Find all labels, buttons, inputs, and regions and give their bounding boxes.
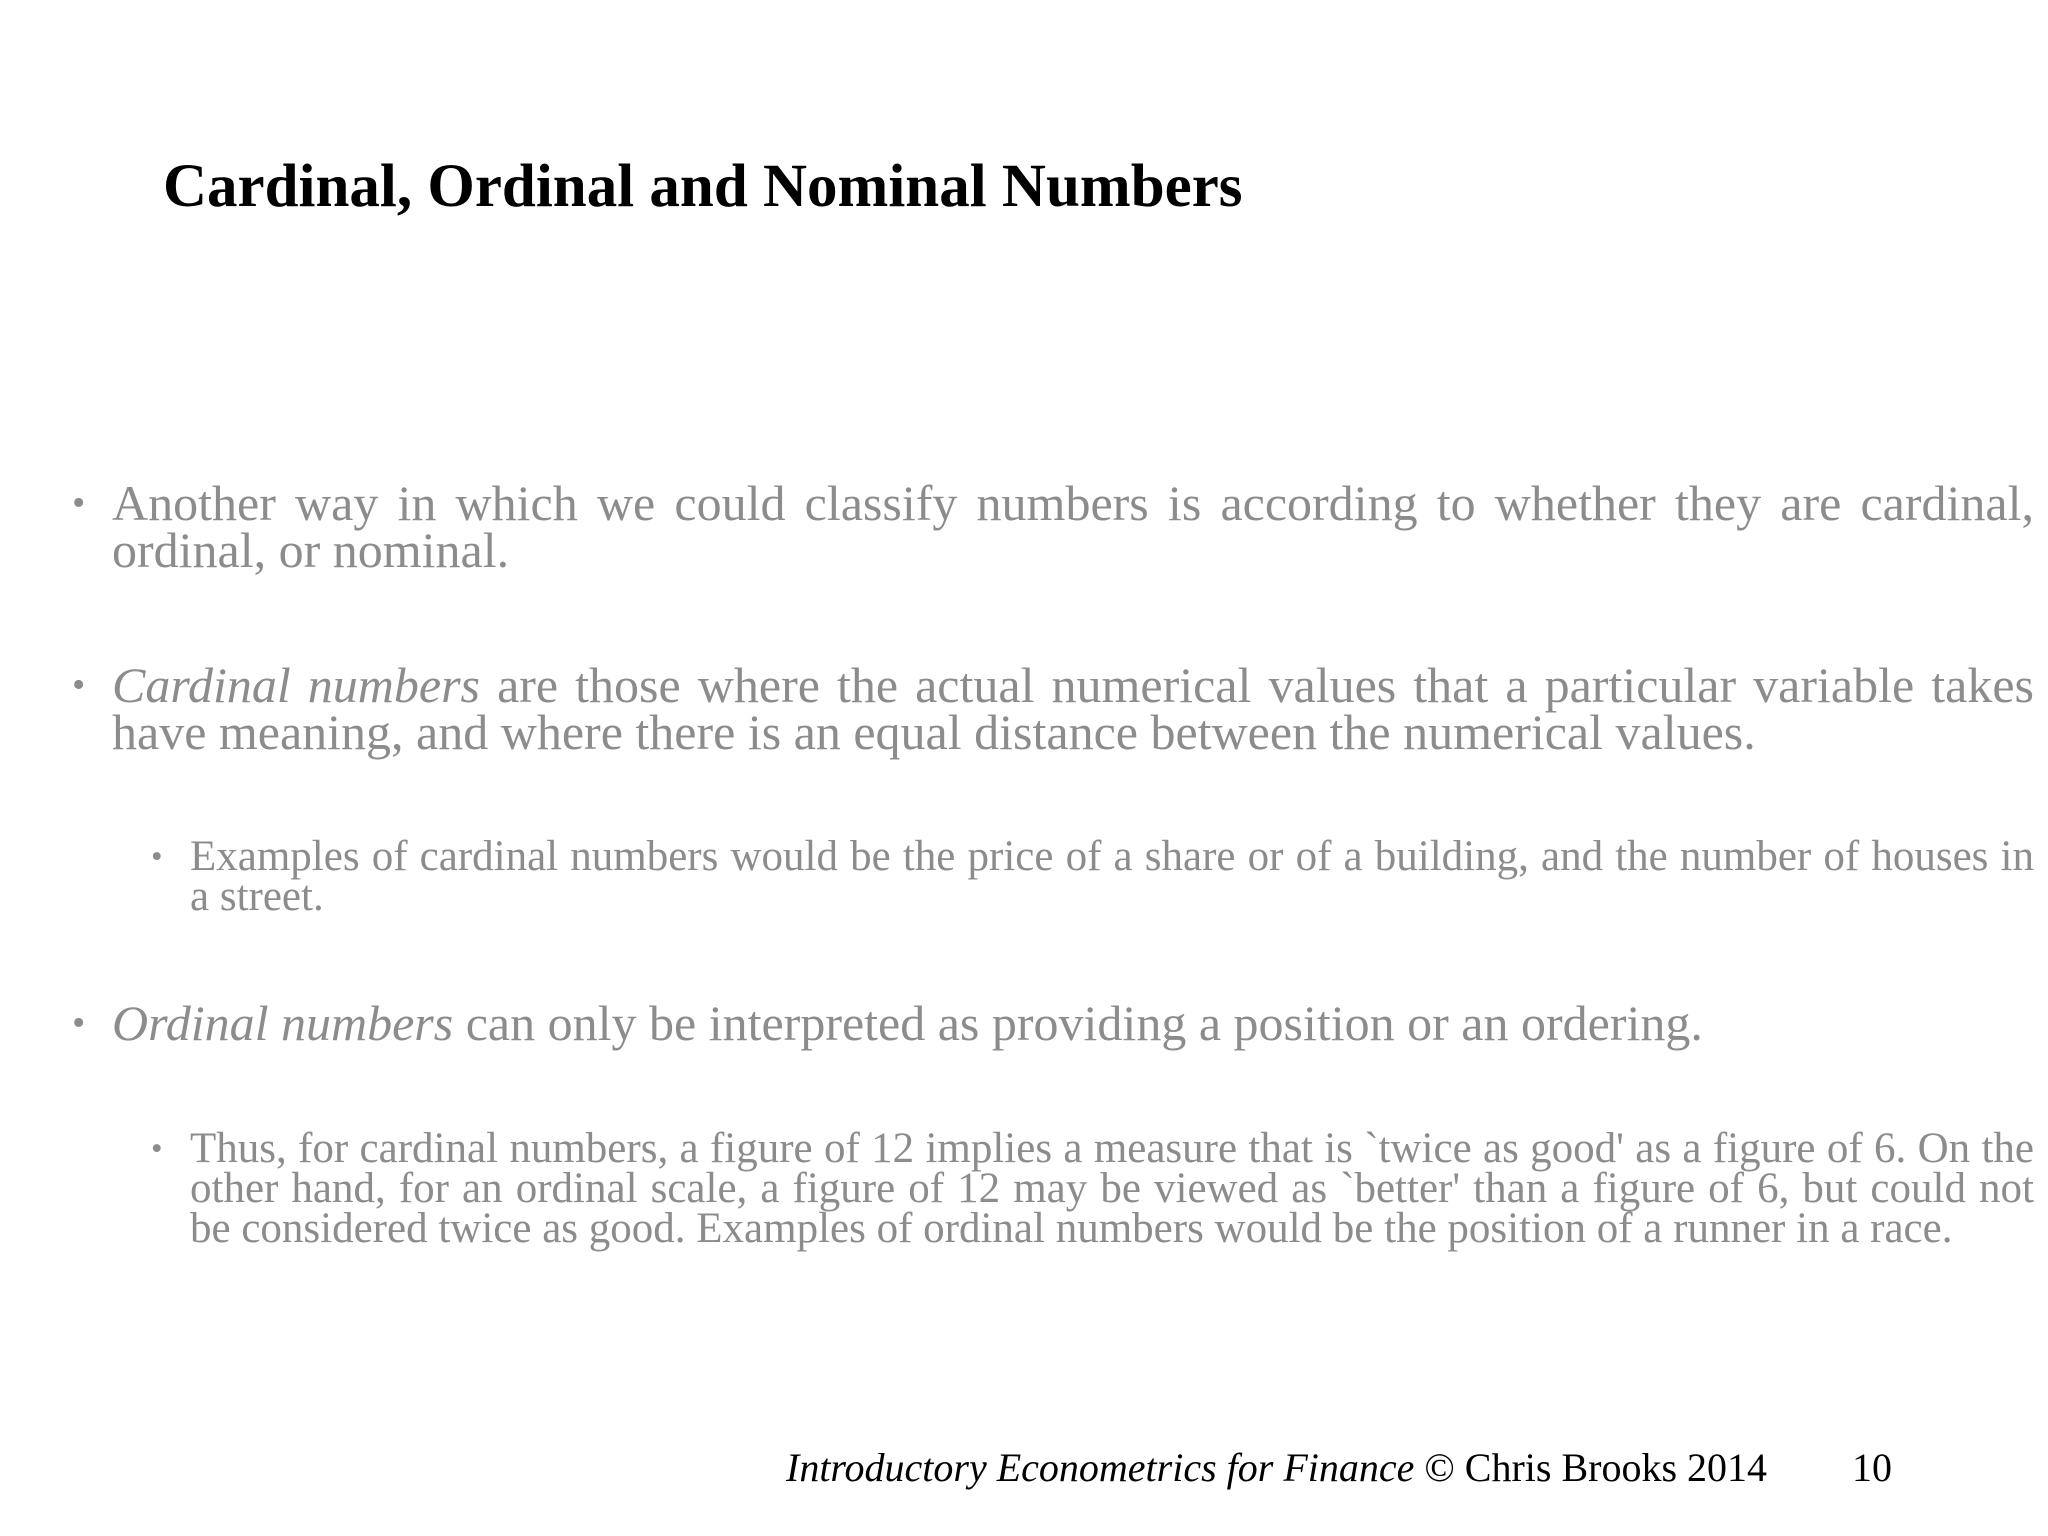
bullet-ordinal-numbers bbox=[72, 995, 2034, 1051]
page-number: 10 bbox=[1852, 1445, 1892, 1490]
sub-bullet-ordinal-explanation bbox=[151, 1125, 2034, 1252]
bullet-text: Thus, for cardinal numbers, a figure of 12 implies a measure that is `twice as good' as a figure of 6. On the other hand, for an ordinal scale, a figure of 12 may be viewed as `better' than a figure of 6, but could not be considered twice as good. Examples of ordinal numbers would be the position of a runner in a race. bbox=[190, 1125, 2034, 1252]
bullet-classification bbox=[72, 475, 2034, 578]
footer-copyright: © Chris Brooks 2014 bbox=[1414, 1445, 1768, 1490]
slide-title: Cardinal, Ordinal and Nominal Numbers bbox=[163, 153, 1243, 220]
bullet-icon: • bbox=[151, 1131, 163, 1167]
bullet-icon: • bbox=[151, 839, 163, 875]
term-cardinal-numbers: Cardinal numbers bbox=[112, 657, 481, 713]
footer-book-title: Introductory Econometrics for Finance bbox=[786, 1445, 1415, 1490]
bullet-icon: • bbox=[72, 664, 86, 706]
bullet-text: are those where the actual numerical values that a particular variable takes have meaning, and where there is an equal distance between the numerical values. bbox=[112, 657, 2034, 760]
term-ordinal-numbers: Ordinal numbers bbox=[112, 995, 454, 1051]
bullet-icon: • bbox=[72, 1002, 86, 1044]
footer-citation bbox=[786, 1444, 1767, 1491]
bullet-text: Another way in which we could classify numbers is according to whether they are cardinal, ordinal, or nominal. bbox=[112, 475, 2034, 578]
bullet-text: Examples of cardinal numbers would be the price of a share or of a building, and the number of houses in a street. bbox=[190, 833, 2034, 920]
bullet-cardinal-numbers bbox=[72, 657, 2034, 760]
bullet-icon: • bbox=[72, 482, 86, 524]
sub-bullet-cardinal-examples bbox=[151, 833, 2034, 920]
bullet-text: can only be interpreted as providing a position or an ordering. bbox=[453, 995, 1703, 1051]
